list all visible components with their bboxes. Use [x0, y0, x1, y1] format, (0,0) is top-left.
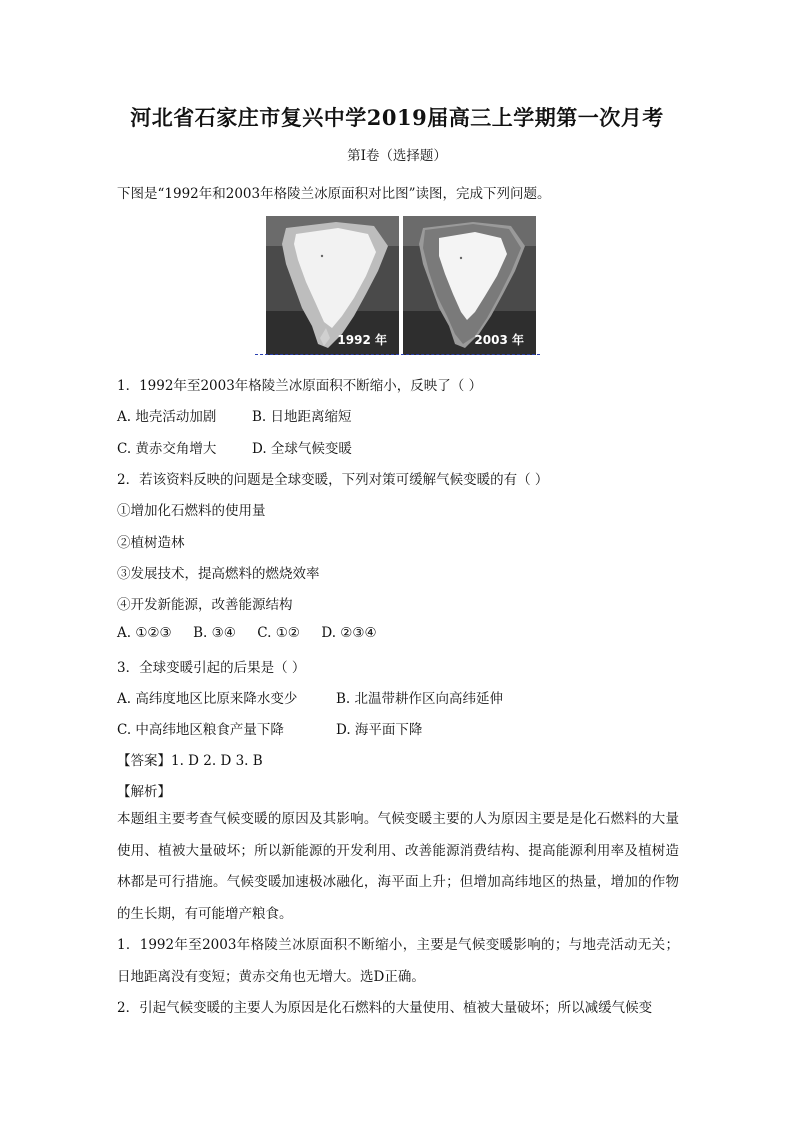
q1-option-a: A. 地壳活动加剧 — [117, 409, 217, 425]
q2-options: A. ①②③ B. ③④ C. ①② D. ②③④ — [117, 625, 377, 641]
map-2003 — [403, 216, 536, 355]
q1-option-b: B. 日地距离缩短 — [252, 409, 352, 425]
q3-option-a: A. 高纬度地区比原来降水变少 — [117, 691, 298, 707]
analysis-q1: 1．1992年至2003年格陵兰冰原面积不断缩小，主要是气候变暖影响的；与地壳活动无关；日地距离没有变短；黄赤交角也无增大。选D正确。 — [117, 937, 679, 985]
section-heading: 第I卷（选择题） — [347, 148, 447, 164]
intro-text: 下图是“1992年和2003年格陵兰冰原面积对比图”读图，完成下列问题。 — [117, 186, 551, 202]
q2-stem: 2．若该资料反映的问题是全球变暖，下列对策可缓解气候变暖的有（ ） — [117, 472, 549, 488]
q2-item-4: ④开发新能源，改善能源结构 — [117, 597, 293, 613]
answer-line: 【答案】1. D 2. D 3. B — [117, 753, 263, 769]
q3-stem: 3．全球变暖引起的后果是（ ） — [117, 660, 306, 676]
page-title: 河北省石家庄市复兴中学2019届高三上学期第一次月考 — [130, 105, 664, 130]
map-1992 — [266, 216, 399, 355]
analysis-heading: 【解析】 — [117, 784, 171, 800]
q3-option-c: C. 中高纬地区粮食产量下降 — [117, 722, 284, 738]
q1-stem: 1．1992年至2003年格陵兰冰原面积不断缩小，反映了（ ） — [117, 378, 483, 394]
label-2003: 2003 年 — [474, 333, 524, 347]
q2-item-1: ①增加化石燃料的使用量 — [117, 503, 266, 519]
q1-option-c: C. 黄赤交角增大 — [117, 441, 217, 457]
analysis-q2: 2．引起气候变暖的主要人为原因是化石燃料的大量使用、植被大量破坏；所以减缓气候变 — [117, 1000, 653, 1016]
greenland-comparison-figure — [266, 216, 538, 355]
label-1992: 1992 年 — [337, 333, 387, 347]
analysis-body: 本题组主要考查气候变暖的原因及其影响。气候变暖主要的人为原因主要是是化石燃料的大量使用、植被大量破坏；所以新能源的开发利用、改善能源消费结构、提高能源利用率及植树造林都是可行措施。气候变暖加速极冰融化，海平面上升；但增加高纬地区的热量，增加的作物的生长期，有可能增产粮食。 — [117, 811, 679, 922]
q3-option-b: B. 北温带耕作区向高纬延伸 — [336, 691, 504, 707]
q2-item-3: ③发展技术，提高燃料的燃烧效率 — [117, 566, 320, 582]
q1-option-d: D. 全球气候变暖 — [252, 441, 352, 457]
q3-option-d: D. 海平面下降 — [336, 722, 423, 738]
q2-item-2: ②植树造林 — [117, 535, 185, 551]
figure-dashed-rule — [255, 354, 540, 355]
